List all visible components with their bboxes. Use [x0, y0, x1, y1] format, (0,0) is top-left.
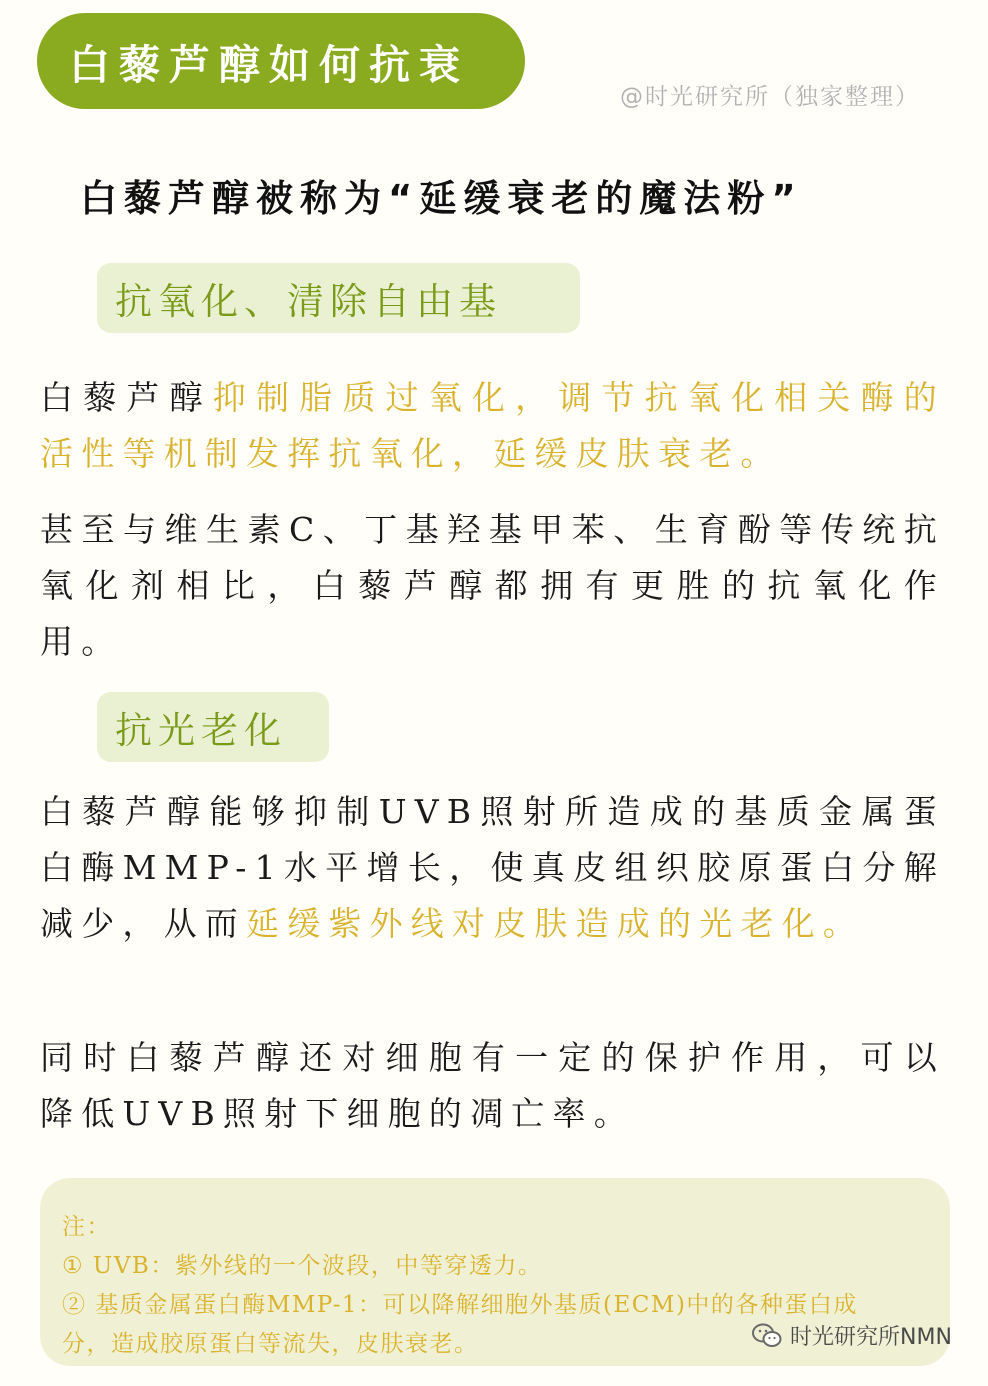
section-heading-antioxidant	[97, 263, 580, 333]
highlight-text: 延缓紫外线对皮肤造成的光老化。	[246, 904, 864, 943]
note-item-1: ① UVB：紫外线的一个波段，中等穿透力。	[62, 1253, 543, 1279]
page-title: 白藜芦醇如何抗衰	[69, 40, 469, 89]
wechat-watermark	[752, 1320, 952, 1351]
section-heading-label: 抗氧化、清除自由基	[115, 280, 502, 323]
watermark-text: 时光研究所NMN	[790, 1325, 952, 1350]
highlight-text: 抑制脂质过氧化，调节抗氧化相关酶的活性等机制发挥抗氧化，延缓皮肤衰老。	[40, 378, 945, 473]
subtitle: 白藜芦醇被称为“延缓衰老的魔法粉”	[80, 177, 803, 220]
paragraph-text: 白藜芦醇能够抑制UVB照射所造成的基质金属蛋白酶MMP-1水平增长，使真皮组织胶原蛋白分解减少，从而	[40, 792, 945, 943]
paragraph-text: 同时白藜芦醇还对细胞有一定的保护作用，可以降低UVB照射下细胞的凋亡率。	[40, 1038, 945, 1133]
section-heading-label: 抗光老化	[115, 709, 287, 752]
paragraph-text: 白藜芦醇	[40, 378, 213, 417]
section-heading-photoaging	[97, 692, 329, 762]
title-banner	[37, 13, 525, 109]
paragraph-antioxidant-mechanism	[40, 370, 945, 482]
wechat-icon	[752, 1323, 782, 1349]
notes-title: 注：	[62, 1214, 111, 1240]
note-item-2-line-2: 分，造成胶原蛋白等流失，皮肤衰老。	[62, 1331, 479, 1357]
paragraph-text: 甚至与维生素C、丁基羟基甲苯、生育酚等传统抗氧化剂相比，白藜芦醇都拥有更胜的抗氧化作用。	[40, 510, 945, 661]
credit-text: @时光研究所（独家整理）	[620, 84, 920, 110]
paragraph-photoaging-mechanism	[40, 784, 945, 952]
note-item-2-line-1: ② 基质金属蛋白酶MMP-1：可以降解细胞外基质(ECM)中的各种蛋白成	[62, 1292, 858, 1318]
paragraph-cell-protection	[40, 1030, 945, 1142]
paragraph-antioxidant-comparison	[40, 502, 945, 670]
